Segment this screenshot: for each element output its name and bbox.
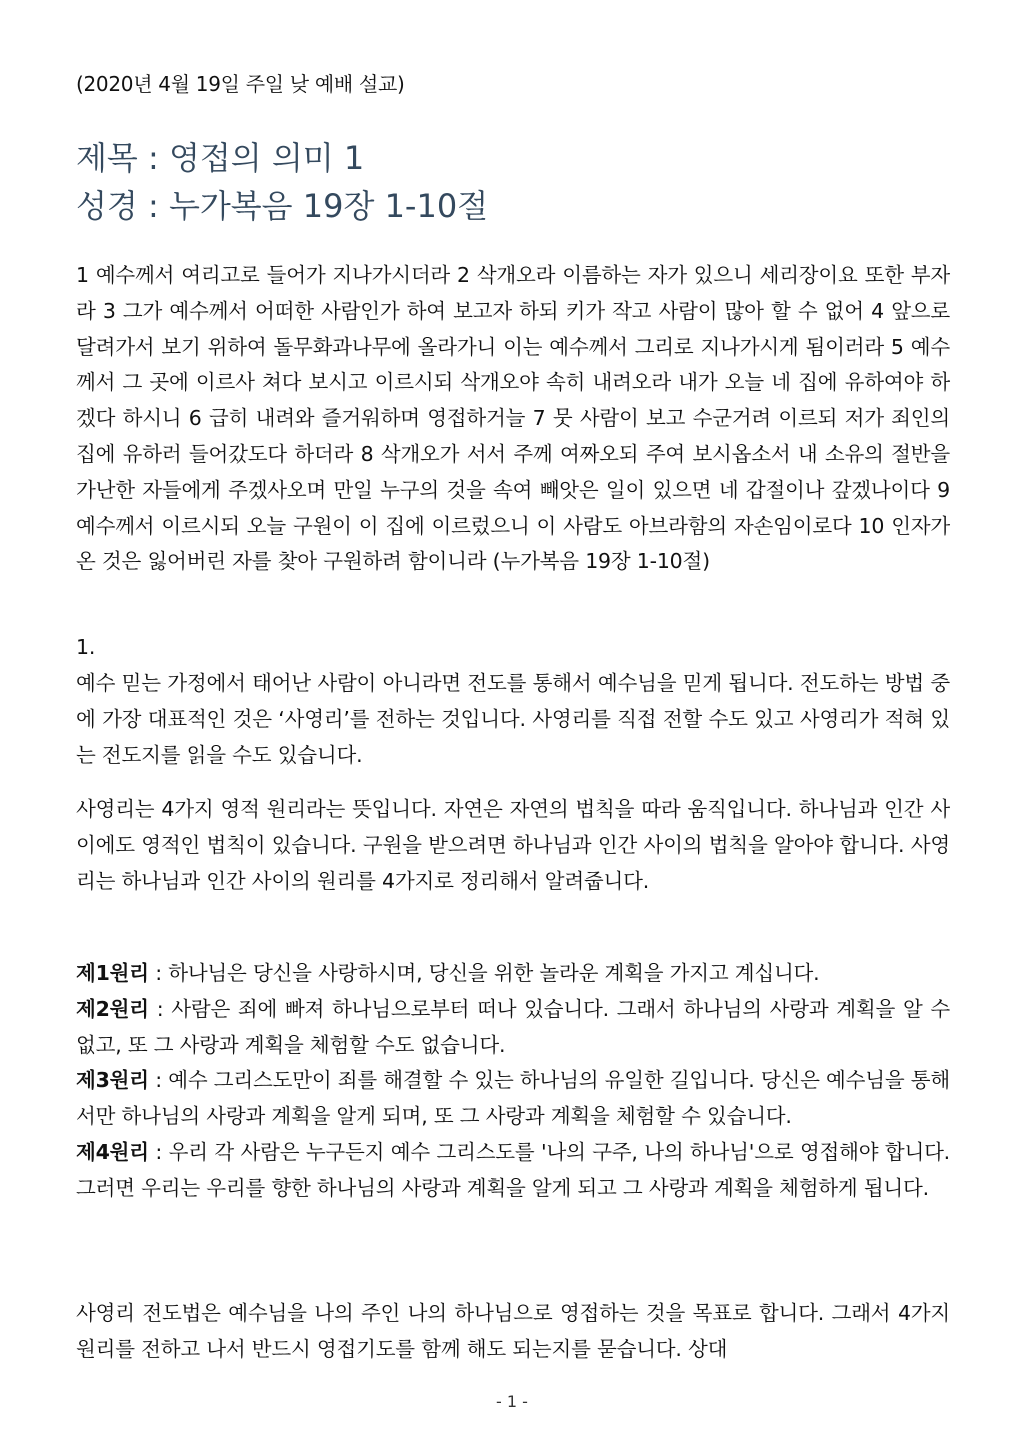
principle-separator: : <box>148 996 172 1021</box>
body-paragraph: 예수 믿는 가정에서 태어난 사람이 아니라면 전도를 통해서 예수님을 믿게 됩니다. 전도하는 방법 중에 가장 대표적인 것은 ‘사영리’를 전하는 것입니다. 사영리를 직접 전할 수도 있고 사영리가 적혀 있는 전도지를 읽을 수도 있습니다. <box>76 671 950 767</box>
principle-text: 우리 각 사람은 누구든지 예수 그리스도를 '나의 구주, 나의 하나님'으로 영접해야 합니다. 그러면 우리는 우리를 향한 하나님의 사랑과 계획을 알게 되고 그 사랑과 계획을 체험하게 됩니다. <box>76 1139 951 1200</box>
principle-text: 하나님은 당신을 사랑하시며, 당신을 위한 놀라운 계획을 가지고 계십니다. <box>168 961 820 985</box>
principle-separator: : <box>148 1068 169 1093</box>
principle-item <box>76 992 950 1064</box>
principle-text: 예수 그리스도만이 죄를 해결할 수 있는 하나님의 유일한 길입니다. 당신은 예수님을 통해서만 하나님의 사랑과 계획을 알게 되며, 또 그 사랑과 계획을 체험할 수 있습니다. <box>76 1068 950 1129</box>
four-principles-list <box>76 956 950 1207</box>
principle-text: 사람은 죄에 빠져 하나님으로부터 떠나 있습니다. 그래서 하나님의 사랑과 계획을 알 수 없고, 또 그 사랑과 계획을 체험할 수도 없습니다. <box>76 996 950 1057</box>
principle-label: 제4원리 <box>76 1139 149 1164</box>
section-number: 1. <box>76 635 96 659</box>
principle-label: 제2원리 <box>76 996 149 1021</box>
principle-item <box>76 1063 950 1135</box>
sermon-subject-title: 제목 : 영접의 의미 1 <box>76 139 365 177</box>
principle-separator: : <box>148 961 169 985</box>
closing-paragraph: 사영리 전도법은 예수님을 나의 주인 나의 하나님으로 영접하는 것을 목표로 합니다. 그래서 4가지 원리를 전하고 나서 반드시 영접기도를 함께 해도 되는지를 묻습니다. 상대 <box>76 1301 950 1361</box>
scripture-passage: 1 예수께서 여리고로 들어가 지나가시더라 2 삭개오라 이름하는 자가 있으니 세리장이요 또한 부자라 3 그가 예수께서 어떠한 사람인가 하여 보고자 하되 키가 작고 사람이 많아 할 수 없어 4 앞으로 달려가서 보기 위하여 돌무화과나무에 올라가니 이는 예수께서 그리로 지나가시게 됨이러라 5 예수께서 그 곳에 이르사 쳐다 보시고 이르시되 삭개오야 속히 내려오라 내가 오늘 네 집에 유하여야 하겠다 하시니 6 급히 내려와 즐거워하며 영접하거늘 7 뭇 사람이 보고 수군거려 이르되 저가 죄인의 집에 유하러 들어갔도다 하더라 8 삭개오가 서서 주께 여짜오되 주여 보시옵소서 내 소유의 절반을 가난한 자들에게 주겠사오며 만일 누구의 것을 속여 빼앗은 일이 있으면 네 갑절이나 갚겠나이다 9 예수께서 이르시되 오늘 구원이 이 집에 이르렀으니 이 사람도 아브라함의 자손임이로다 10 인자가 온 것은 잃어버린 자를 찾아 구원하려 함이니라 (누가복음 19장 1-10절) <box>76 263 950 574</box>
principle-separator: : <box>148 1139 169 1164</box>
principle-label: 제1원리 <box>76 961 149 985</box>
sermon-title-block <box>76 134 488 230</box>
service-date-note: (2020년 4월 19일 주일 낮 예배 설교) <box>76 72 405 96</box>
page-number: - 1 - <box>496 1392 528 1411</box>
principle-item <box>76 1135 950 1207</box>
principle-label: 제3원리 <box>76 1068 149 1093</box>
body-paragraph: 사영리는 4가지 영적 원리라는 뜻입니다. 자연은 자연의 법칙을 따라 움직입니다. 하나님과 인간 사이에도 영적인 법칙이 있습니다. 구원을 받으려면 하나님과 인간 사이의 법칙을 알아야 합니다. 사영리는 하나님과 인간 사이의 원리를 4가지로 정리해서 알려줍니다. <box>76 797 950 893</box>
principle-item <box>76 956 950 992</box>
scripture-reference: 성경 : 누가복음 19장 1-10절 <box>76 187 489 225</box>
